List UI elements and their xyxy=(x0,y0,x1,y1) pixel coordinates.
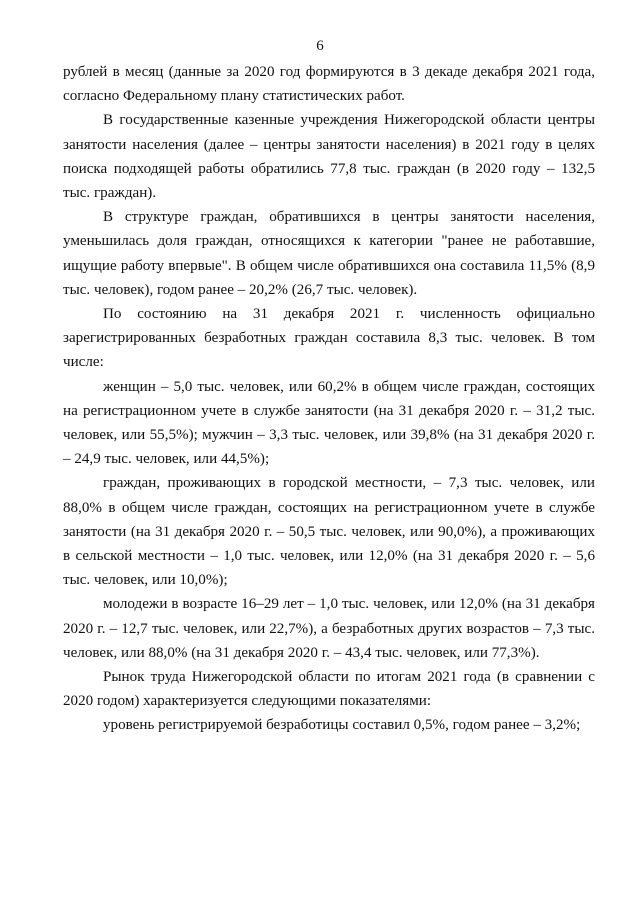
paragraph-structure: В структуре граждан, обратившихся в центры занятости населения, уменьшилась доля граждан, относящихся к категории "ранее не работавшие, ищущие работу впервые". В общем числе обратившихся она составила 11,5% (8,9 тыс. человек), годом ранее – 20,2% (26,7 тыс. человек). xyxy=(63,209,595,298)
paragraph-youth: молодежи в возрасте 16–29 лет – 1,0 тыс. человек, или 12,0% (на 31 декабря 2020 г. – 12,7 тыс. человек, или 22,7%), а безработных других возрастов – 7,3 тыс. человек, или 88,0% (на 31 декабря 2020 г. – 43,4 тыс. человек, или 77,3%). xyxy=(63,596,595,661)
paragraph-labour-market: Рынок труда Нижегородской области по итогам 2021 года (в сравнении с 2020 годом) характеризуется следующими показателями: xyxy=(63,669,595,710)
paragraph-continuation: рублей в месяц (данные за 2020 год формируются в 3 декаде декабря 2021 года, согласно Федеральному плану статистических работ. xyxy=(63,64,595,105)
paragraph-women-men: женщин – 5,0 тыс. человек, или 60,2% в общем числе граждан, состоящих на регистрационном учете в службе занятости (на 31 декабря 2020 г. – 31,2 тыс. человек, или 55,5%); мужчин – 3,3 тыс. человек, или 39,8% (на 31 декабря 2020 г. – 24,9 тыс. человек, или 44,5%); xyxy=(63,378,595,468)
paragraph-urban-rural: граждан, проживающих в городской местности, – 7,3 тыс. человек, или 88,0% в общем числе граждан, состоящих на регистрационном учете в службе занятости (на 31 декабря 2020 г. – 50,5 тыс. человек, или 90,0%), а проживающих в сельской местности – 1,0 тыс. человек, или 12,0% (на 31 декабря 2020 г. – 5,6 тыс. человек, или 10,0%); xyxy=(63,475,595,589)
paragraph-registered-unemployed: По состоянию на 31 декабря 2021 г. численность официально зарегистрированных безработных граждан составила 8,3 тыс. человек. В том числе: xyxy=(63,306,595,371)
page-number: 6 xyxy=(316,38,324,54)
paragraph-unemployment-rate: уровень регистрируемой безработицы составил 0,5%, годом ранее – 3,2%; xyxy=(103,717,581,734)
paragraph-applications: В государственные казенные учреждения Нижегородской области центры занятости населения (далее – центры занятости населения) в 2021 году в целях поиска подходящей работы обратились 77,8 тыс. граждан (в 2020 году – 132,5 тыс. граждан). xyxy=(63,112,595,202)
document-body xyxy=(63,60,595,738)
